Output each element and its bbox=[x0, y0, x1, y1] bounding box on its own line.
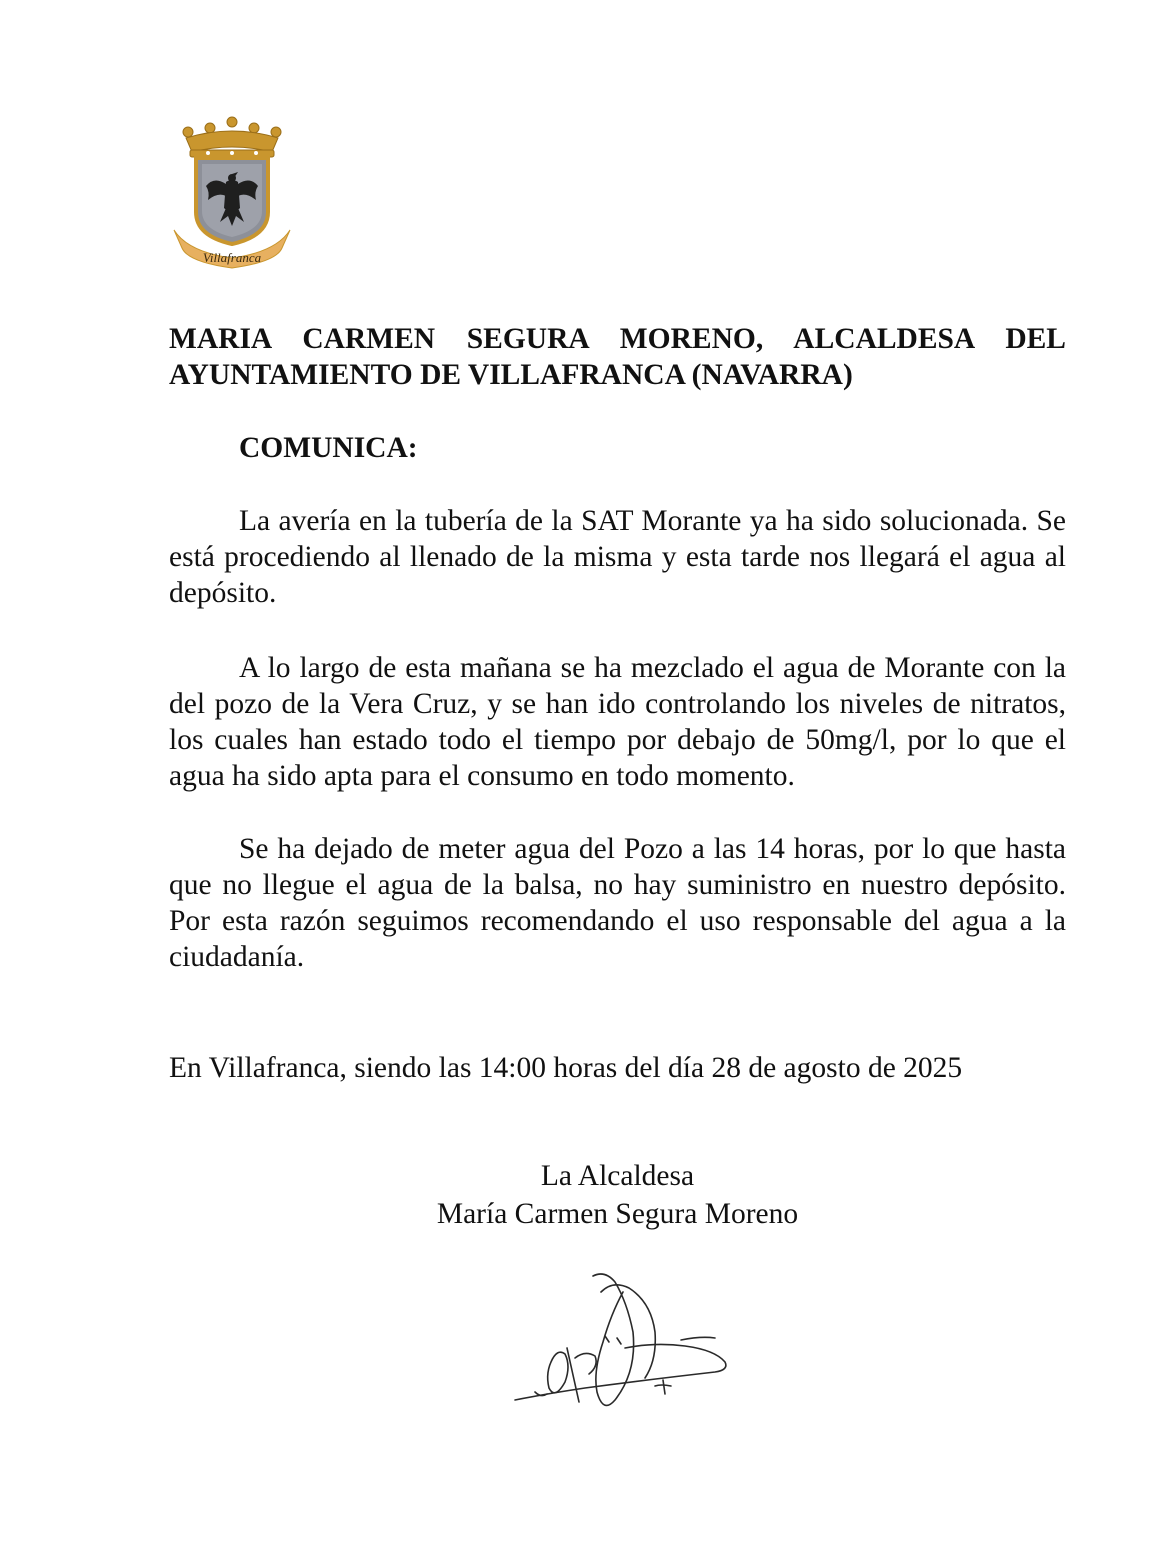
signatory-role: La Alcaldesa bbox=[540, 1160, 695, 1192]
signature bbox=[505, 1262, 740, 1422]
logo-ribbon-text: Villafranca bbox=[202, 250, 262, 265]
villafranca-logo bbox=[168, 112, 296, 272]
dateline: En Villafranca, siendo las 14:00 horas del día 28 de agosto de 2025 bbox=[169, 1052, 963, 1084]
handwritten-signature-icon bbox=[505, 1262, 740, 1422]
signatory-name: María Carmen Segura Moreno bbox=[436, 1198, 799, 1230]
document-heading: MARIA CARMEN SEGURA MORENO, ALCALDESA DEL AYUNTAMIENTO DE VILLAFRANCA (NAVARRA) bbox=[169, 323, 1066, 391]
comunica-label: COMUNICA: bbox=[239, 432, 418, 464]
coat-of-arms-icon bbox=[168, 112, 296, 272]
paragraph: A lo largo de esta mañana se ha mezclado el agua de Morante con la del pozo de la Vera Cruz, y se han ido controlando los niveles de nitratos, los cuales han estado todo el tiempo por debajo de 50mg/l, por lo que el agua ha sido apta para el consumo en todo momento. bbox=[169, 652, 1066, 792]
paragraph: La avería en la tubería de la SAT Morante ya ha sido solucionada. Se está procediendo al llenado de la misma y esta tarde nos llegará el agua al depósito. bbox=[169, 505, 1066, 609]
paragraph: Se ha dejado de meter agua del Pozo a las 14 horas, por lo que hasta que no llegue el agua de la balsa, no hay suministro en nuestro depósito. Por esta razón seguimos recomendando el uso responsable del agua a la ciudadanía. bbox=[169, 833, 1066, 973]
